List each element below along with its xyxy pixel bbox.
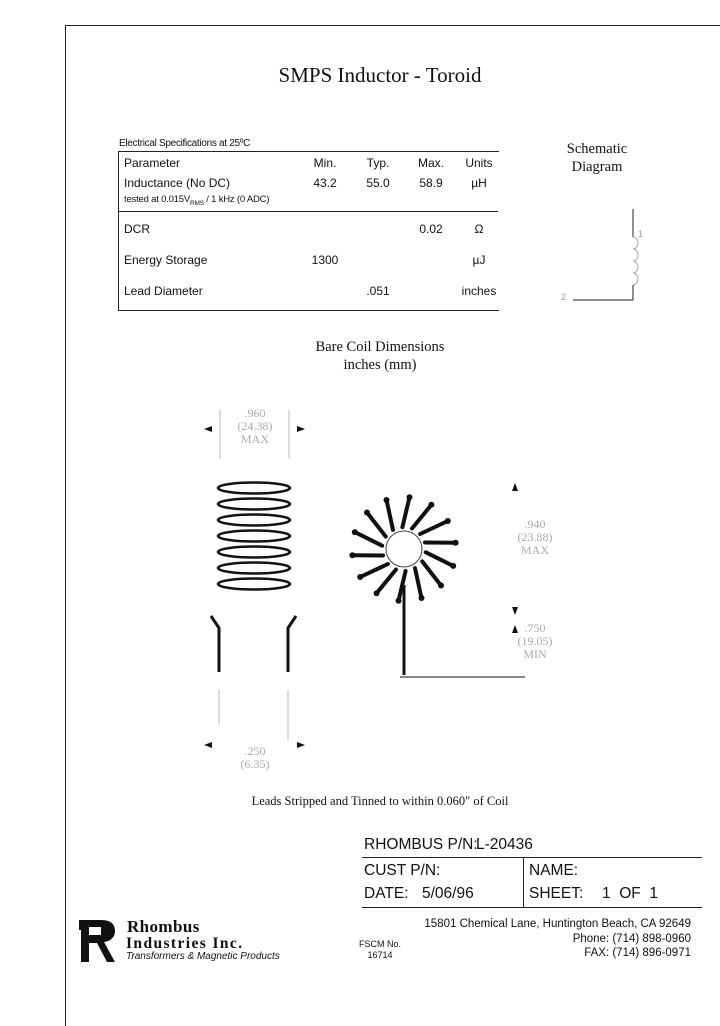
header-units: Units (459, 156, 499, 170)
inductance-max: 58.9 (411, 176, 451, 190)
toroid-winding (402, 497, 409, 527)
toroid-winding-end (438, 583, 444, 589)
header-typ: Typ. (358, 156, 398, 170)
toroid-winding-end (374, 590, 380, 596)
toroid-winding-end (357, 574, 363, 580)
lead-label: Lead Diameter (124, 284, 203, 298)
company-fax: FAX: (714) 896-0971 (400, 947, 691, 959)
name-label: NAME: (529, 862, 578, 880)
energy-min: 1300 (305, 253, 345, 267)
toroid-winding-end (428, 502, 434, 508)
title-block-divider-bottom (362, 907, 702, 908)
spacing-dimension-label: .250 (6.35) (215, 745, 295, 771)
schematic-pin-2: 2 (561, 292, 566, 302)
fscm-block: FSCM No. 16714 (350, 939, 410, 961)
dcr-units: Ω (459, 222, 499, 236)
company-address: 15801 Chemical Lane, Huntington Beach, CA 92649 (400, 918, 691, 930)
dcr-label: DCR (124, 222, 150, 236)
schematic-title: Schematic Diagram (552, 140, 642, 176)
title-block-divider (362, 857, 702, 858)
inductance-units: µH (459, 176, 499, 190)
lead-note: Leads Stripped and Tinned to within 0.060" of Coil (180, 794, 580, 809)
toroid-winding (367, 513, 386, 537)
toroid-winding-end (407, 494, 413, 500)
toroid-winding-end (453, 540, 459, 546)
inductance-typ: 55.0 (358, 176, 398, 190)
cust-pn-label: CUST P/N: (364, 862, 440, 880)
toroid-winding (355, 532, 382, 546)
coil-side-view (195, 400, 310, 780)
width-dimension-label: .960 (24.38) MAX (215, 407, 295, 446)
toroid-winding-end (384, 497, 390, 503)
toroid-winding-end (396, 598, 402, 604)
company-logo-mark (77, 918, 122, 965)
company-tagline: Transformers & Magnetic Products (126, 951, 280, 962)
toroid-winding (377, 570, 396, 594)
date-value: 5/06/96 (422, 885, 474, 903)
inductance-min: 43.2 (305, 176, 345, 190)
toroid-winding (420, 521, 448, 534)
energy-units: µJ (459, 253, 499, 267)
header-parameter: Parameter (124, 156, 180, 170)
company-name-line2: Industries Inc. (126, 935, 243, 953)
dimensions-header: Bare Coil Dimensions inches (mm) (280, 338, 480, 374)
toroid-winding (415, 568, 422, 598)
spec-caption: Electrical Specifications at 25ºC (119, 138, 250, 149)
od-dimension-label: .940 (23.88) MAX (495, 518, 575, 557)
dcr-max: 0.02 (411, 222, 451, 236)
toroid-winding (387, 500, 394, 530)
lead-length-dimension-label: .750 (19.05) MIN (495, 622, 575, 661)
energy-label: Energy Storage (124, 253, 207, 267)
toroid-winding-end (364, 510, 370, 516)
inductance-label: Inductance (No DC) (124, 176, 230, 190)
date-label: DATE: (364, 885, 409, 903)
lead-typ: .051 (358, 284, 398, 298)
header-max: Max. (411, 156, 451, 170)
header-min: Min. (305, 156, 345, 170)
toroid-winding-end (450, 563, 456, 569)
toroid-winding-end (419, 595, 425, 601)
company-phone: Phone: (714) 898-0960 (400, 933, 691, 945)
toroid-winding (426, 552, 453, 566)
title-block-separator (523, 857, 524, 907)
toroid-winding-end (352, 529, 358, 535)
part-number: L-20436 (476, 836, 533, 854)
toroid-winding-end (445, 518, 451, 524)
company-name: Rhombus (127, 917, 200, 937)
toroid-winding (412, 505, 431, 529)
toroid-winding (360, 564, 388, 577)
schematic-diagram (555, 205, 645, 310)
sheet-value: 1 OF 1 (602, 885, 658, 903)
document-title: SMPS Inductor - Toroid (0, 63, 720, 88)
sheet-label: SHEET: (529, 885, 583, 903)
toroid-winding-end (349, 552, 355, 558)
part-number-label: RHOMBUS P/N: (364, 836, 478, 854)
test-condition-note: tested at $0.015V_{RMS} / 1$ kHz (0 ADC) (124, 194, 269, 207)
toroid-winding (422, 561, 441, 585)
spec-divider (119, 211, 498, 212)
lead-units: inches (459, 284, 499, 298)
schematic-pin-1: 1 (638, 229, 643, 239)
